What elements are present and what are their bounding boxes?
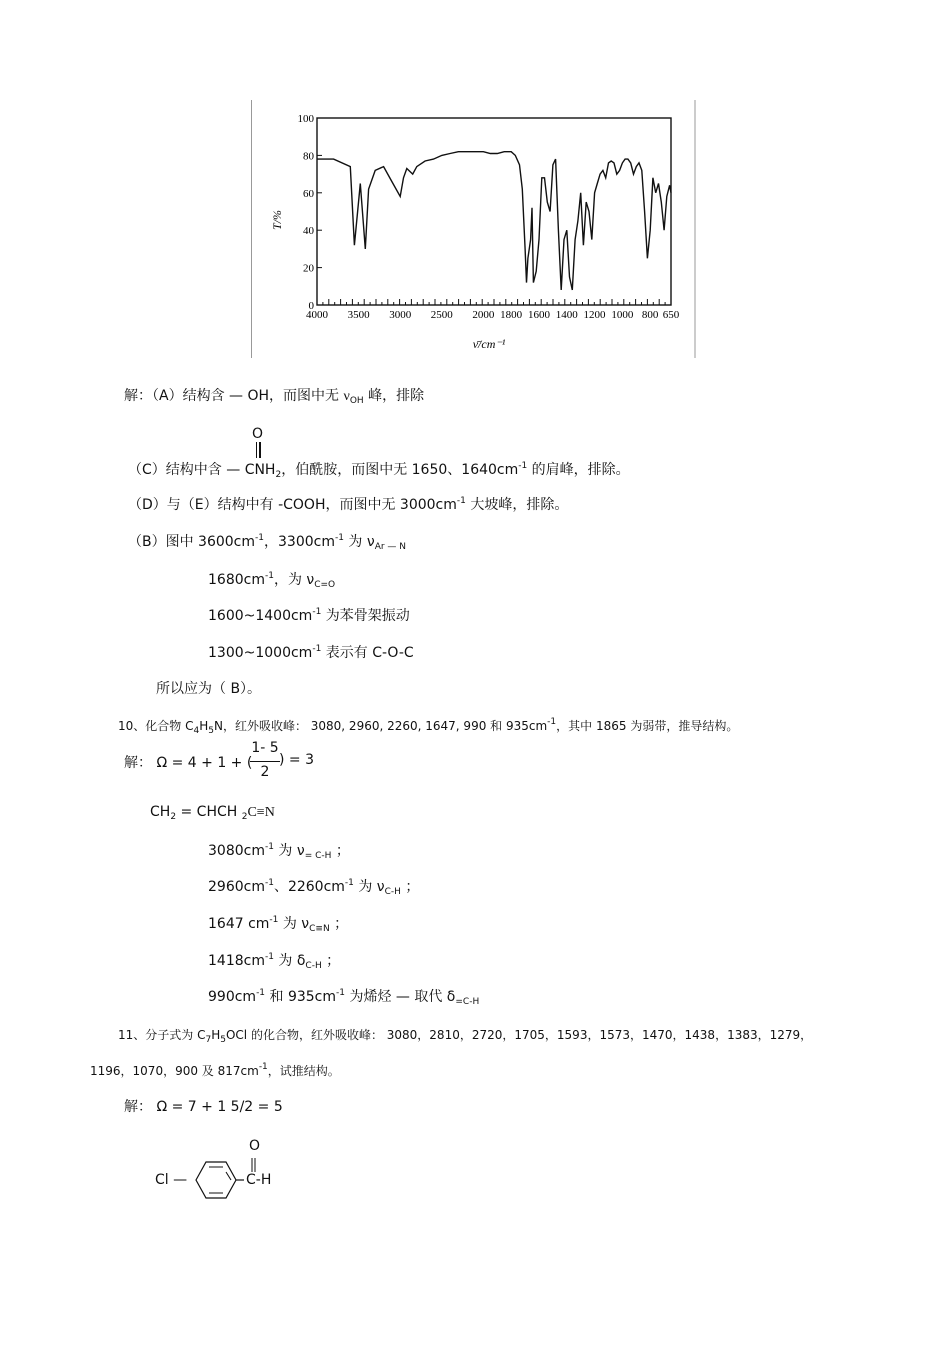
x-tick-label: 1200 <box>583 309 606 321</box>
x-tick-label: 4000 <box>306 309 328 321</box>
question-10: 10、化合物 $C_4H_5N$，红外吸收峰： 3080, 2960, 2260, 1647, 990 和 $935cm^{-1}$，其中 1865 为弱带，推导结构。 <box>118 717 739 736</box>
conclusion-9: 所以应为（ B）。 <box>156 681 262 697</box>
x-tick-label: 800 <box>641 309 659 321</box>
answer-line-a: 解：（A）结构含 — OH，而图中无 $\nu_{OH}$ 峰，排除 <box>124 388 425 406</box>
x-tick-label: 1800 <box>500 309 523 321</box>
y-tick-label: 100 <box>297 113 314 125</box>
assign-990-935: $990cm^{-1}$ 和 $935cm^{-1}$ 为烯烃 — 取代 $\delta_{=C-H}$ <box>208 988 480 1007</box>
amide-oxygen: O <box>252 426 264 442</box>
x-tick-label: 2000 <box>472 309 495 321</box>
x-tick-label: 1400 <box>555 309 578 321</box>
x-tick-label: 3500 <box>347 309 370 321</box>
aldehyde-oxygen: O <box>249 1138 261 1154</box>
formula-10: $CH_2$ = CHCH $_2$C≡N <box>150 804 275 822</box>
x-tick-label: 2500 <box>430 309 453 321</box>
assign-3080: $3080cm^{-1}$ 为 $\nu_{= C-H}$ ； <box>208 842 350 861</box>
plot-frame <box>317 118 671 305</box>
amide-double-bond <box>256 442 258 458</box>
fraction-bar <box>250 761 280 762</box>
answer-line-c: （C）结构中含 — $CNH_2$，伯酰胺，而图中无 1650、$1640cm^{-1}$ 的肩峰，排除。 <box>128 461 630 480</box>
assign-1647: 1647 $cm^{-1}$ 为 $\nu_{C\equiv N}$ ； <box>208 915 349 934</box>
y-tick-label: 20 <box>303 262 314 275</box>
x-tick-label: 1000 <box>611 309 634 321</box>
x-axis-label: ν̄/cm⁻¹ <box>472 337 506 351</box>
fraction-numerator: 1- 5 <box>251 740 279 756</box>
solution-10-result: ) = 3 <box>279 752 314 768</box>
chloro-substituent: Cl — <box>155 1172 188 1188</box>
assign-1680: $1680cm^{-1}$，为 $\nu_{C=O}$ <box>208 571 336 590</box>
y-axis-ticks <box>298 113 323 312</box>
y-tick-label: 80 <box>303 150 314 163</box>
spectrum-line <box>317 152 671 290</box>
answer-line-b: （B）图中 $3600cm^{-1}$，$3300cm^{-1}$ 为 $\nu_{Ar — N}$ <box>128 533 407 552</box>
x-tick-label: 3000 <box>389 309 412 321</box>
y-tick-label: 40 <box>303 225 314 238</box>
solution-10-omega: 解： Ω = 4 + 1 + ( <box>124 755 253 771</box>
y-tick-label: 60 <box>303 187 314 200</box>
assign-1600-1400: $1600\sim 1400cm^{-1}$ 为苯骨架振动 <box>208 607 410 624</box>
x-axis-ticks <box>306 309 680 321</box>
question-11-line2: 1196，1070，900 及 $817cm^{-1}$，试推结构。 <box>90 1062 340 1078</box>
x-tick-label: 1600 <box>527 309 550 321</box>
plot-area <box>317 118 671 305</box>
ir-spectrum-chart <box>251 100 696 360</box>
question-11-line1: 11、分子式为 $C_7H_5OCl$ 的化合物，红外吸收峰： 3080，2810，2720，1705，1593，1573，1470，1438，1383，1279， <box>118 1028 813 1045</box>
assign-2960-2260: $2960cm^{-1}$、$2260cm^{-1}$ 为 $\nu_{C-H}$ ； <box>208 878 420 897</box>
y-axis-label: T/% <box>270 209 284 231</box>
y-tick-label: 0 <box>308 300 314 312</box>
aldehyde-group: C-H <box>246 1172 272 1188</box>
fraction-denominator: 2 <box>260 764 270 780</box>
x-tick-label: 650 <box>662 309 680 321</box>
assign-1418: $1418cm^{-1}$ 为 $\delta_{C-H}$ ； <box>208 952 341 971</box>
answer-line-de: （D）与（E）结构中有 -COOH，而图中无 $3000cm^{-1}$ 大坡峰，排除。 <box>128 496 569 513</box>
assign-1300-1000: $1300\sim 1000cm^{-1}$ 表示有 C-O-C <box>208 644 414 661</box>
solution-11-omega: 解： Ω = 7 + 1 5/2 = 5 <box>124 1099 283 1115</box>
